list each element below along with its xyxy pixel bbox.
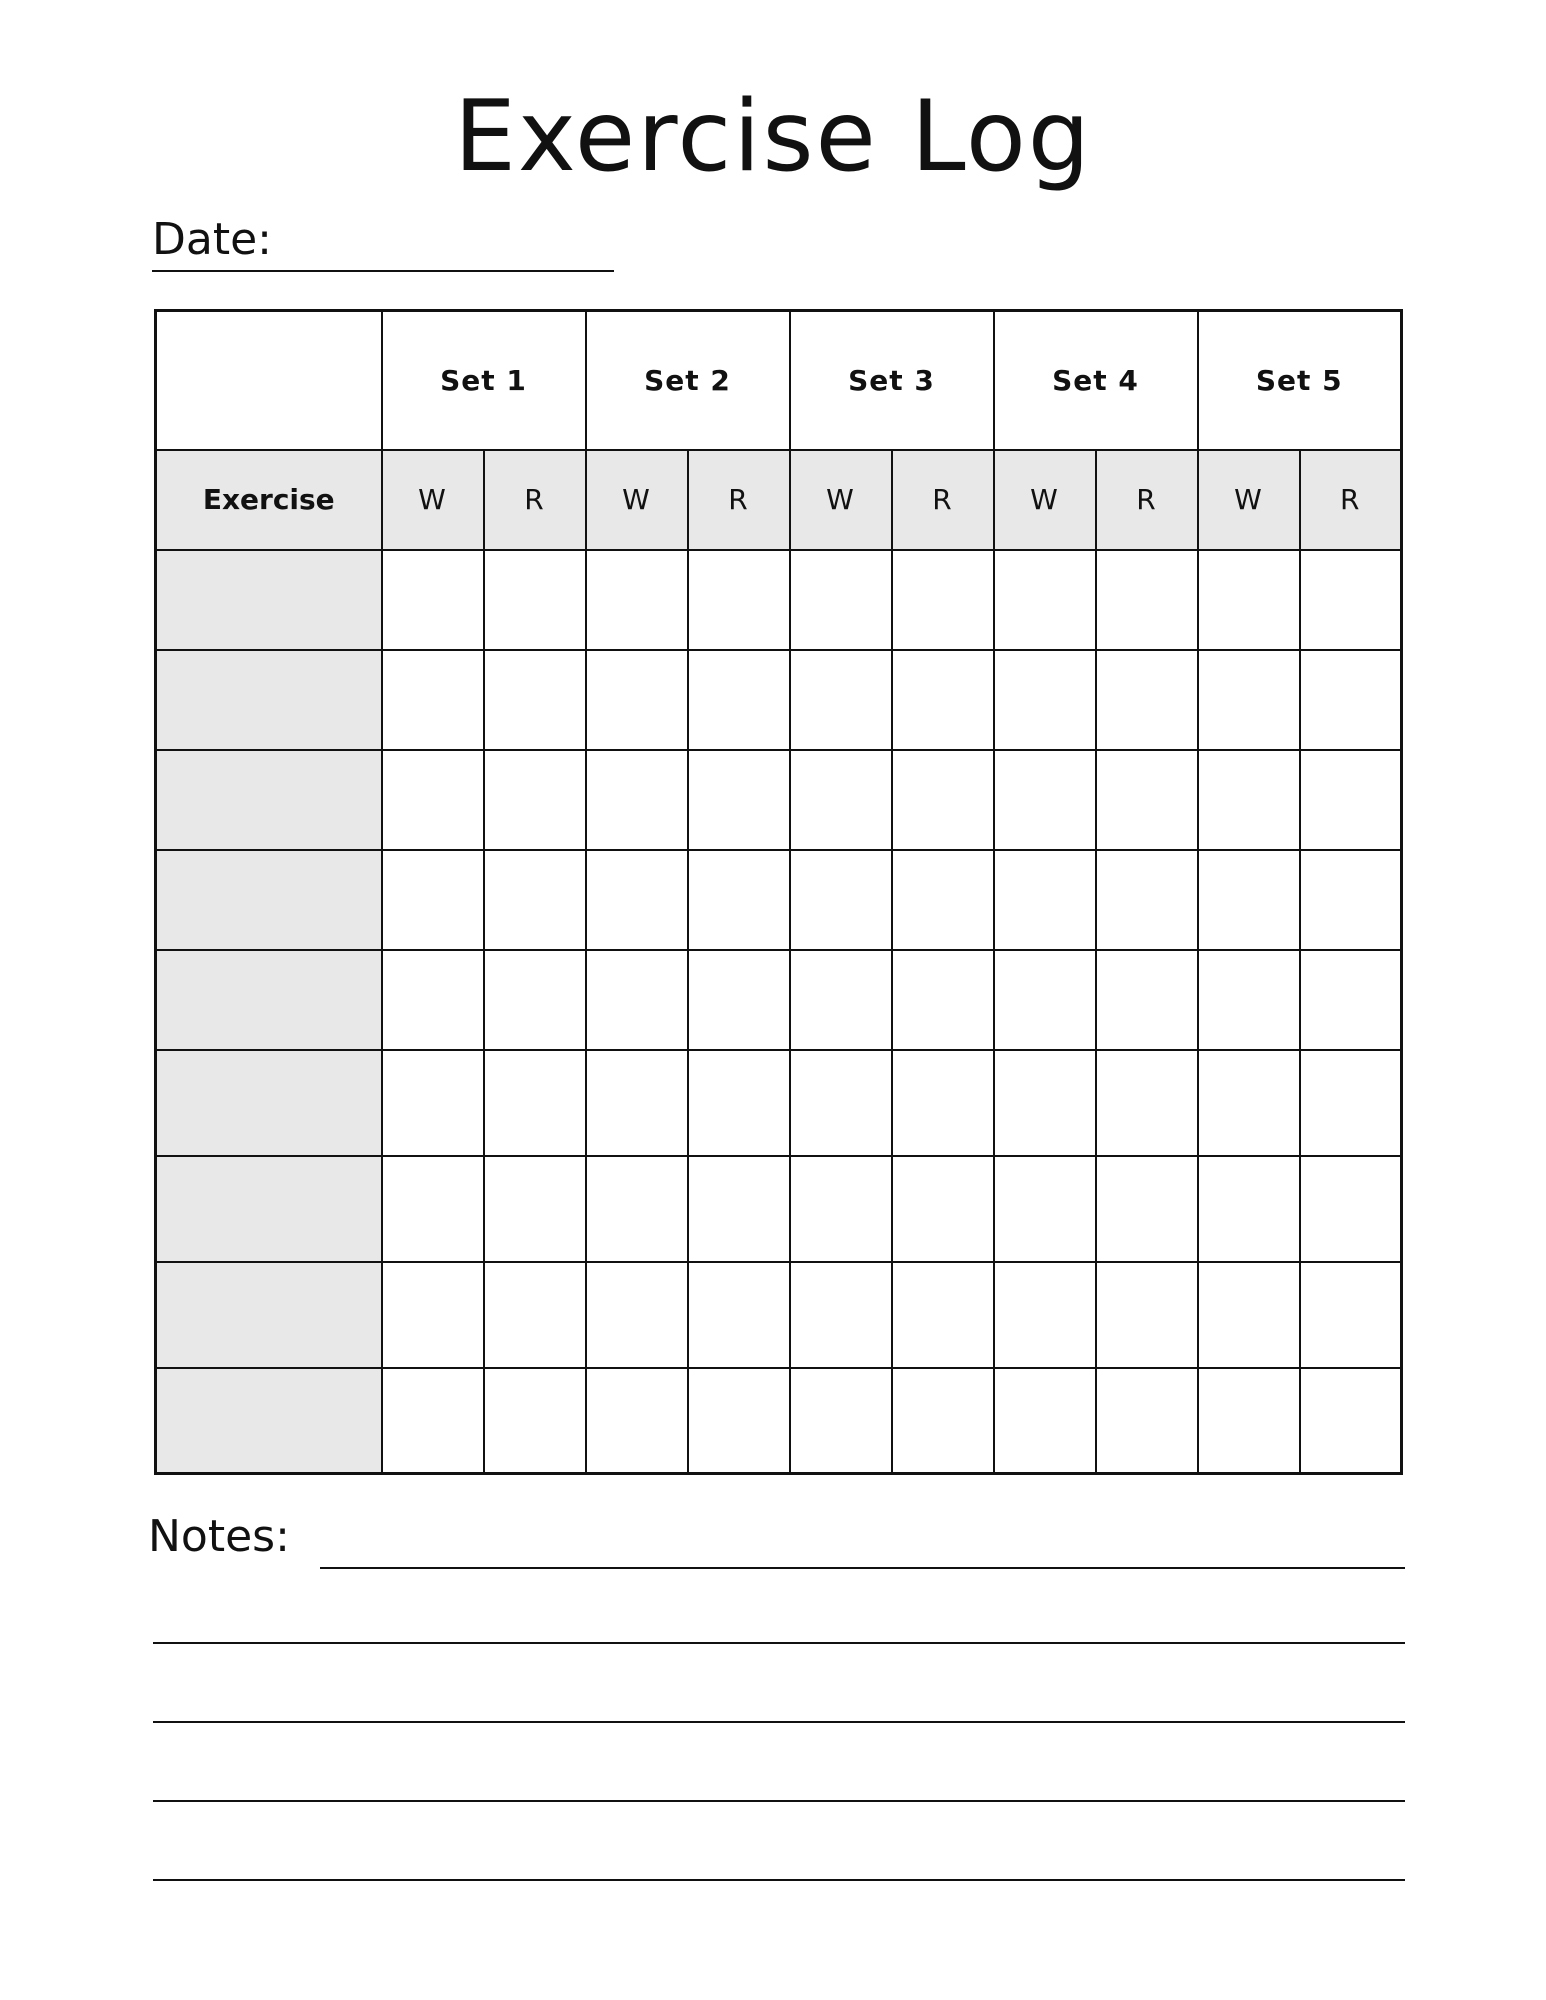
set-5-weight-cell[interactable]: [1198, 1368, 1300, 1474]
set-1-weight-cell[interactable]: [382, 1050, 484, 1156]
set-5-reps-cell[interactable]: [1300, 550, 1402, 650]
set-4-weight-cell[interactable]: [994, 1156, 1096, 1262]
set-1-weight-cell[interactable]: [382, 850, 484, 950]
set-2-weight-cell[interactable]: [586, 850, 688, 950]
exercise-table: [154, 309, 1403, 1475]
set-1-reps-cell[interactable]: [484, 1262, 586, 1368]
set-1-reps-cell[interactable]: [484, 850, 586, 950]
set-2-weight-cell[interactable]: [586, 1262, 688, 1368]
set-4-weight-cell[interactable]: [994, 550, 1096, 650]
set-1-reps-cell[interactable]: [484, 550, 586, 650]
set-1-weight-cell[interactable]: [382, 1368, 484, 1474]
set-1-reps-cell[interactable]: [484, 1368, 586, 1474]
set-2-reps-header: R: [688, 450, 790, 550]
set-3-weight-cell[interactable]: [790, 750, 892, 850]
exercise-row: [156, 750, 1402, 850]
set-2-reps-cell[interactable]: [688, 1262, 790, 1368]
notes-line-3[interactable]: [153, 1721, 1405, 1723]
notes-line-2[interactable]: [153, 1642, 1405, 1644]
set-2-reps-cell[interactable]: [688, 1156, 790, 1262]
date-field[interactable]: [152, 270, 614, 272]
set-3-reps-cell[interactable]: [892, 850, 994, 950]
set-2-weight-cell[interactable]: [586, 1156, 688, 1262]
set-5-reps-cell[interactable]: [1300, 1262, 1402, 1368]
set-3-reps-cell[interactable]: [892, 950, 994, 1050]
exercise-row: [156, 650, 1402, 750]
set-5-weight-cell[interactable]: [1198, 1156, 1300, 1262]
set-3-weight-cell[interactable]: [790, 1368, 892, 1474]
set-4-header: Set 4: [994, 311, 1198, 450]
set-3-weight-cell[interactable]: [790, 1050, 892, 1156]
set-5-weight-cell[interactable]: [1198, 1262, 1300, 1368]
set-4-weight-cell[interactable]: [994, 950, 1096, 1050]
set-3-weight-cell[interactable]: [790, 850, 892, 950]
set-1-weight-header: W: [382, 450, 484, 550]
set-4-reps-cell[interactable]: [1096, 750, 1198, 850]
set-4-reps-cell[interactable]: [1096, 1050, 1198, 1156]
set-1-reps-cell[interactable]: [484, 1156, 586, 1262]
set-1-reps-cell[interactable]: [484, 650, 586, 750]
set-1-reps-cell[interactable]: [484, 1050, 586, 1156]
set-1-reps-cell[interactable]: [484, 950, 586, 1050]
exercise-name-cell[interactable]: [156, 950, 382, 1050]
set-2-reps-cell[interactable]: [688, 650, 790, 750]
set-2-weight-cell[interactable]: [586, 550, 688, 650]
exercise-column-header: Exercise: [156, 450, 382, 550]
exercise-row: [156, 1262, 1402, 1368]
exercise-row: [156, 550, 1402, 650]
set-4-reps-cell[interactable]: [1096, 1262, 1198, 1368]
column-header-row: [156, 450, 1402, 550]
set-3-reps-header: R: [892, 450, 994, 550]
exercise-name-cell[interactable]: [156, 1262, 382, 1368]
set-3-reps-cell[interactable]: [892, 1262, 994, 1368]
set-5-weight-cell[interactable]: [1198, 550, 1300, 650]
set-header-row: [156, 311, 1402, 450]
exercise-name-cell[interactable]: [156, 750, 382, 850]
set-1-header: Set 1: [382, 311, 586, 450]
exercise-row: [156, 950, 1402, 1050]
set-2-weight-cell[interactable]: [586, 1368, 688, 1474]
set-2-reps-cell[interactable]: [688, 1050, 790, 1156]
set-5-reps-cell[interactable]: [1300, 650, 1402, 750]
set-3-reps-cell[interactable]: [892, 550, 994, 650]
set-3-weight-cell[interactable]: [790, 650, 892, 750]
set-4-weight-cell[interactable]: [994, 1262, 1096, 1368]
set-5-weight-cell[interactable]: [1198, 950, 1300, 1050]
notes-line-1[interactable]: [320, 1567, 1405, 1569]
set-4-reps-cell[interactable]: [1096, 550, 1198, 650]
set-5-reps-cell[interactable]: [1300, 1368, 1402, 1474]
set-2-weight-cell[interactable]: [586, 950, 688, 1050]
set-2-reps-cell[interactable]: [688, 750, 790, 850]
set-2-reps-cell[interactable]: [688, 550, 790, 650]
exercise-name-cell[interactable]: [156, 1368, 382, 1474]
set-5-weight-cell[interactable]: [1198, 650, 1300, 750]
exercise-row: [156, 850, 1402, 950]
set-4-reps-cell[interactable]: [1096, 950, 1198, 1050]
set-3-reps-cell[interactable]: [892, 1368, 994, 1474]
set-4-reps-cell[interactable]: [1096, 650, 1198, 750]
set-1-weight-cell[interactable]: [382, 750, 484, 850]
set-2-weight-cell[interactable]: [586, 650, 688, 750]
set-5-reps-cell[interactable]: [1300, 750, 1402, 850]
exercise-row: [156, 1368, 1402, 1474]
set-1-reps-header: R: [484, 450, 586, 550]
set-4-weight-cell[interactable]: [994, 750, 1096, 850]
set-3-weight-cell[interactable]: [790, 1262, 892, 1368]
set-4-reps-cell[interactable]: [1096, 1368, 1198, 1474]
set-2-weight-cell[interactable]: [586, 750, 688, 850]
set-5-reps-cell[interactable]: [1300, 1156, 1402, 1262]
set-4-weight-cell[interactable]: [994, 1050, 1096, 1156]
set-5-weight-cell[interactable]: [1198, 750, 1300, 850]
set-2-reps-cell[interactable]: [688, 850, 790, 950]
set-3-weight-cell[interactable]: [790, 950, 892, 1050]
set-3-reps-cell[interactable]: [892, 750, 994, 850]
set-1-weight-cell[interactable]: [382, 1156, 484, 1262]
set-5-reps-cell[interactable]: [1300, 950, 1402, 1050]
set-5-weight-header: W: [1198, 450, 1300, 550]
exercise-row: [156, 1156, 1402, 1262]
set-5-reps-cell[interactable]: [1300, 850, 1402, 950]
set-2-weight-cell[interactable]: [586, 1050, 688, 1156]
exercise-name-cell[interactable]: [156, 650, 382, 750]
set-4-reps-cell[interactable]: [1096, 850, 1198, 950]
page-title: Exercise Log: [454, 80, 1092, 194]
entry-rows: [156, 550, 1402, 1474]
set-2-reps-cell[interactable]: [688, 1368, 790, 1474]
set-5-reps-cell[interactable]: [1300, 1050, 1402, 1156]
set-5-weight-cell[interactable]: [1198, 850, 1300, 950]
set-4-weight-cell[interactable]: [994, 1368, 1096, 1474]
exercise-name-cell[interactable]: [156, 850, 382, 950]
exercise-name-cell[interactable]: [156, 1156, 382, 1262]
notes-line-5[interactable]: [153, 1879, 1405, 1881]
notes-label: Notes:: [148, 1511, 290, 1562]
set-2-reps-cell[interactable]: [688, 950, 790, 1050]
set-2-header: Set 2: [586, 311, 790, 450]
exercise-row: [156, 1050, 1402, 1156]
set-4-weight-cell[interactable]: [994, 650, 1096, 750]
set-3-reps-cell[interactable]: [892, 1156, 994, 1262]
set-1-weight-cell[interactable]: [382, 950, 484, 1050]
date-label: Date:: [152, 214, 272, 265]
exercise-name-cell[interactable]: [156, 550, 382, 650]
set-3-header: Set 3: [790, 311, 994, 450]
exercise-name-cell[interactable]: [156, 1050, 382, 1156]
set-4-weight-cell[interactable]: [994, 850, 1096, 950]
set-1-reps-cell[interactable]: [484, 750, 586, 850]
set-5-weight-cell[interactable]: [1198, 1050, 1300, 1156]
set-3-weight-header: W: [790, 450, 892, 550]
set-4-reps-cell[interactable]: [1096, 1156, 1198, 1262]
set-3-reps-cell[interactable]: [892, 1050, 994, 1156]
set-4-reps-header: R: [1096, 450, 1198, 550]
set-1-weight-cell[interactable]: [382, 650, 484, 750]
set-5-reps-header: R: [1300, 450, 1402, 550]
set-4-weight-header: W: [994, 450, 1096, 550]
set-3-reps-cell[interactable]: [892, 650, 994, 750]
set-1-weight-cell[interactable]: [382, 1262, 484, 1368]
corner-cell: [156, 311, 382, 450]
notes-line-4[interactable]: [153, 1800, 1405, 1802]
set-2-weight-header: W: [586, 450, 688, 550]
set-3-weight-cell[interactable]: [790, 550, 892, 650]
set-1-weight-cell[interactable]: [382, 550, 484, 650]
set-5-header: Set 5: [1198, 311, 1402, 450]
set-3-weight-cell[interactable]: [790, 1156, 892, 1262]
